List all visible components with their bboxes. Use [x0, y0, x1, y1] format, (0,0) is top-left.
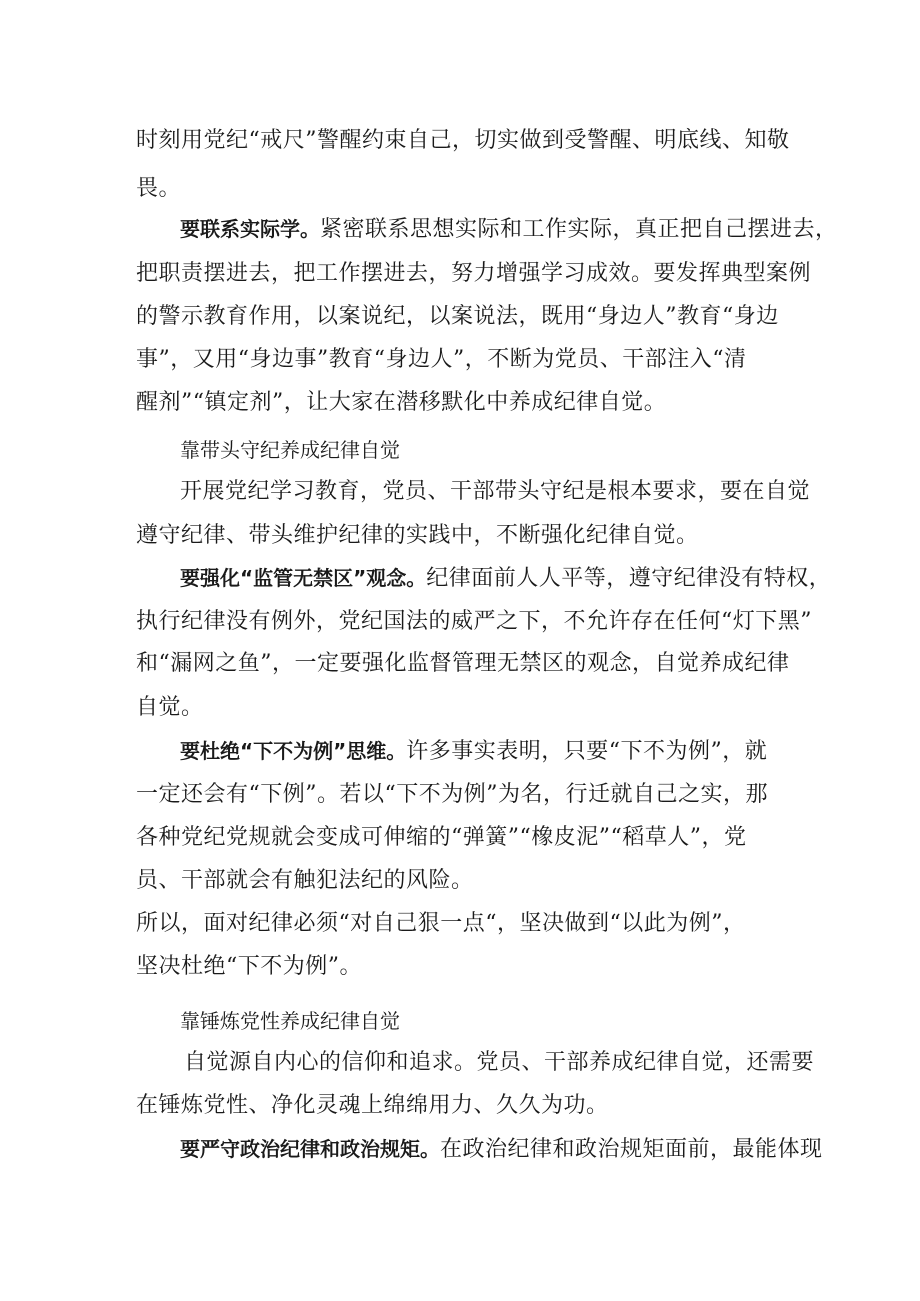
paragraph-2-line-1-rest: 紧密联系思想实际和工作实际，真正把自己摆进去， — [320, 217, 838, 242]
paragraph-3-line-2: 遵守纪律、带头维护纪律的实践中，不断强化纪律自觉。 — [136, 523, 699, 548]
paragraph-5-line-3: 各种党纪党规就会变成可伸缩的“弹簧”“橡皮泥”“稻草人”，党 — [136, 825, 747, 850]
paragraph-2-line-5: 醒剂”“镇定剂”，让大家在潜移默化中养成纪律自觉。 — [136, 390, 667, 415]
paragraph-1-line-2: 畏。 — [136, 176, 182, 201]
paragraph-5-line-4: 员、干部就会有触犯法纪的风险。 — [136, 868, 474, 893]
paragraph-5-line-1-rest: 许多事实表明，只要“下不为例”，就 — [406, 739, 768, 764]
paragraph-2-line-1 — [180, 214, 838, 245]
paragraph-2-line-2: 把职责摆进去，把工作摆进去，努力增强学习成效。要发挥典型案例 — [136, 261, 812, 286]
paragraph-7-lead: 要严守政治纪律和政治规矩。 — [180, 1137, 440, 1161]
paragraph-1-line-1: 时刻用党纪“戒尺”警醒约束自己，切实做到受警醒、明底线、知敬 — [136, 128, 790, 153]
paragraph-4-line-2: 执行纪律没有例外，党纪国法的威严之下，不允许存在任何“灯下黑” — [136, 609, 812, 634]
paragraph-6-line-1: 自觉源自内心的信仰和追求。党员、干部养成纪律自觉，还需要 — [184, 1050, 815, 1075]
paragraph-7-line-1 — [180, 1134, 823, 1165]
paragraph-3-line-1: 开展党纪学习教育，党员、干部带头守纪是根本要求，要在自觉 — [180, 479, 811, 504]
paragraph-5-line-2: 一定还会有“下例”。若以“下不为例”为名，行迁就自己之实，那 — [136, 782, 768, 807]
paragraph-4-line-3: 和“漏网之鱼”，一定要强化监督管理无禁区的观念，自觉养成纪律 — [136, 651, 790, 676]
paragraph-4-line-1-rest: 纪律面前人人平等，遵守纪律没有特权， — [426, 566, 832, 591]
paragraph-4-line-1 — [180, 563, 831, 594]
paragraph-2-lead: 要联系实际学。 — [180, 217, 320, 241]
paragraph-4-line-4: 自觉。 — [136, 695, 204, 720]
paragraph-6-line-2: 在锤炼党性、净化灵魂上绵绵用力、久久为功。 — [136, 1093, 609, 1118]
paragraph-2-line-3: 的警示教育作用，以案说纪，以案说法，既用“身边人”教育“身边 — [136, 304, 779, 329]
paragraph-2-line-4: 事”，又用“身边事”教育“身边人”，不断为党员、干部注入“清 — [136, 347, 747, 372]
paragraph-5-lead: 要杜绝“下不为例”思维。 — [180, 739, 407, 763]
paragraph-5-line-5: 所以，面对纪律必须“对自己狠一点“，坚决做到“以此为例”， — [136, 911, 746, 936]
section-heading-2: 靠锤炼党性养成纪律自觉 — [180, 1009, 400, 1033]
paragraph-4-lead: 要强化“监管无禁区”观念。 — [180, 566, 427, 590]
section-heading-1: 靠带头守纪养成纪律自觉 — [180, 438, 400, 462]
paragraph-5-line-1 — [180, 736, 767, 767]
paragraph-5-line-6: 坚决杜绝“下不为例”。 — [136, 954, 362, 979]
paragraph-7-line-1-rest: 在政治纪律和政治规矩面前，最能体现 — [440, 1137, 823, 1162]
